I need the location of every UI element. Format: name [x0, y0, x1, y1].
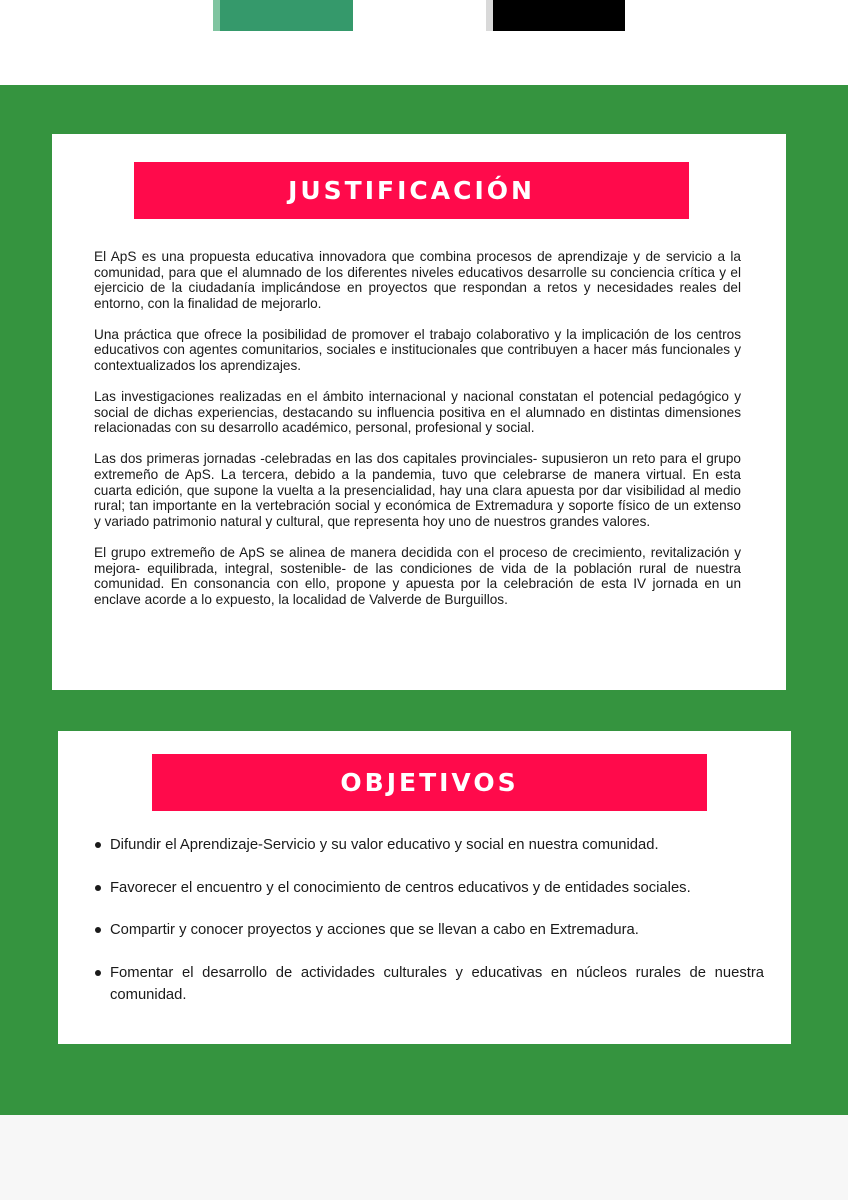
list-item: [92, 834, 764, 856]
justificacion-body: [94, 249, 741, 623]
paragraph: El grupo extremeño de ApS se alinea de manera decidida con el proceso de crecimiento, revitalización y mejora- equilibrada, integral, sostenible- de las condiciones de vida de la población rural de nuestra comunidad. En consonancia con ello, propone y apuesta por la celebración de esta IV jornada en un enclave acorde a lo expuesto, la localidad de Valverde de Burguillos.: [94, 544, 741, 607]
paragraph: Las dos primeras jornadas -celebradas en las dos capitales provinciales- supusieron un reto para el grupo extremeño de ApS. La tercera, debido a la pandemia, tuvo que celebrarse de manera virtual. En esta cuarta edición, que supone la vuelta a la presencialidad, hay una clara apuesta por dar visibilidad al medio rural; tan importante en la vertebración social y económica de Extremadura y soporte físico de un extenso y variado patrimonio natural y cultural, que representa hoy uno de nuestros grandes valores.: [94, 451, 741, 529]
decorative-tab-green: [220, 0, 353, 31]
objetivos-list: [92, 834, 764, 1026]
list-item-text: Favorecer el encuentro y el conocimiento de centros educativos y de entidades sociales.: [110, 879, 691, 896]
paragraph: El ApS es una propuesta educativa innovadora que combina procesos de aprendizaje y de servicio a la comunidad, para que el alumnado de los diferentes niveles educativos desarrolle su conciencia crítica y el ejercicio de la ciudadanía implicándose en proyectos que respondan a retos y necesidades reales del entorno, con la finalidad de mejorarlo.: [94, 249, 741, 311]
justificacion-title: JUSTIFICACIÓN: [134, 162, 689, 219]
list-item-text: Fomentar el desarrollo de actividades culturales y educativas en núcleos rurales de nuestra comunidad.: [110, 964, 764, 1003]
bullet-icon: [95, 927, 101, 933]
bullet-icon: [95, 970, 101, 976]
paragraph: Las investigaciones realizadas en el ámbito internacional y nacional constatan el potencial pedagógico y social de dichas experiencias, destacando su influencia positiva en el alumnado en distintas dimensiones relacionadas con su desarrollo académico, personal, profesional y social.: [94, 389, 741, 436]
list-item: [92, 919, 764, 941]
objetivos-card: [58, 731, 791, 1044]
objetivos-title: OBJETIVOS: [152, 754, 707, 811]
decorative-tab-edge: [486, 0, 493, 31]
paragraph: Una práctica que ofrece la posibilidad de promover el trabajo colaborativo y la implicación de los centros educativos con agentes comunitarios, sociales e institucionales que contribuyen a hacer más funcionales y contextualizados los aprendizajes.: [94, 326, 741, 374]
list-item-text: Difundir el Aprendizaje-Servicio y su valor educativo y social en nuestra comunidad.: [110, 837, 659, 853]
list-item: [92, 962, 764, 1006]
list-item: [92, 877, 764, 899]
list-item-text: Compartir y conocer proyectos y acciones que se llevan a cabo en Extremadura.: [110, 922, 639, 938]
bullet-icon: [95, 885, 101, 891]
top-band: [0, 0, 848, 85]
decorative-tab-black: [493, 0, 625, 31]
bullet-icon: [95, 842, 101, 848]
decorative-tab-edge: [213, 0, 220, 31]
justificacion-card: [52, 134, 786, 690]
